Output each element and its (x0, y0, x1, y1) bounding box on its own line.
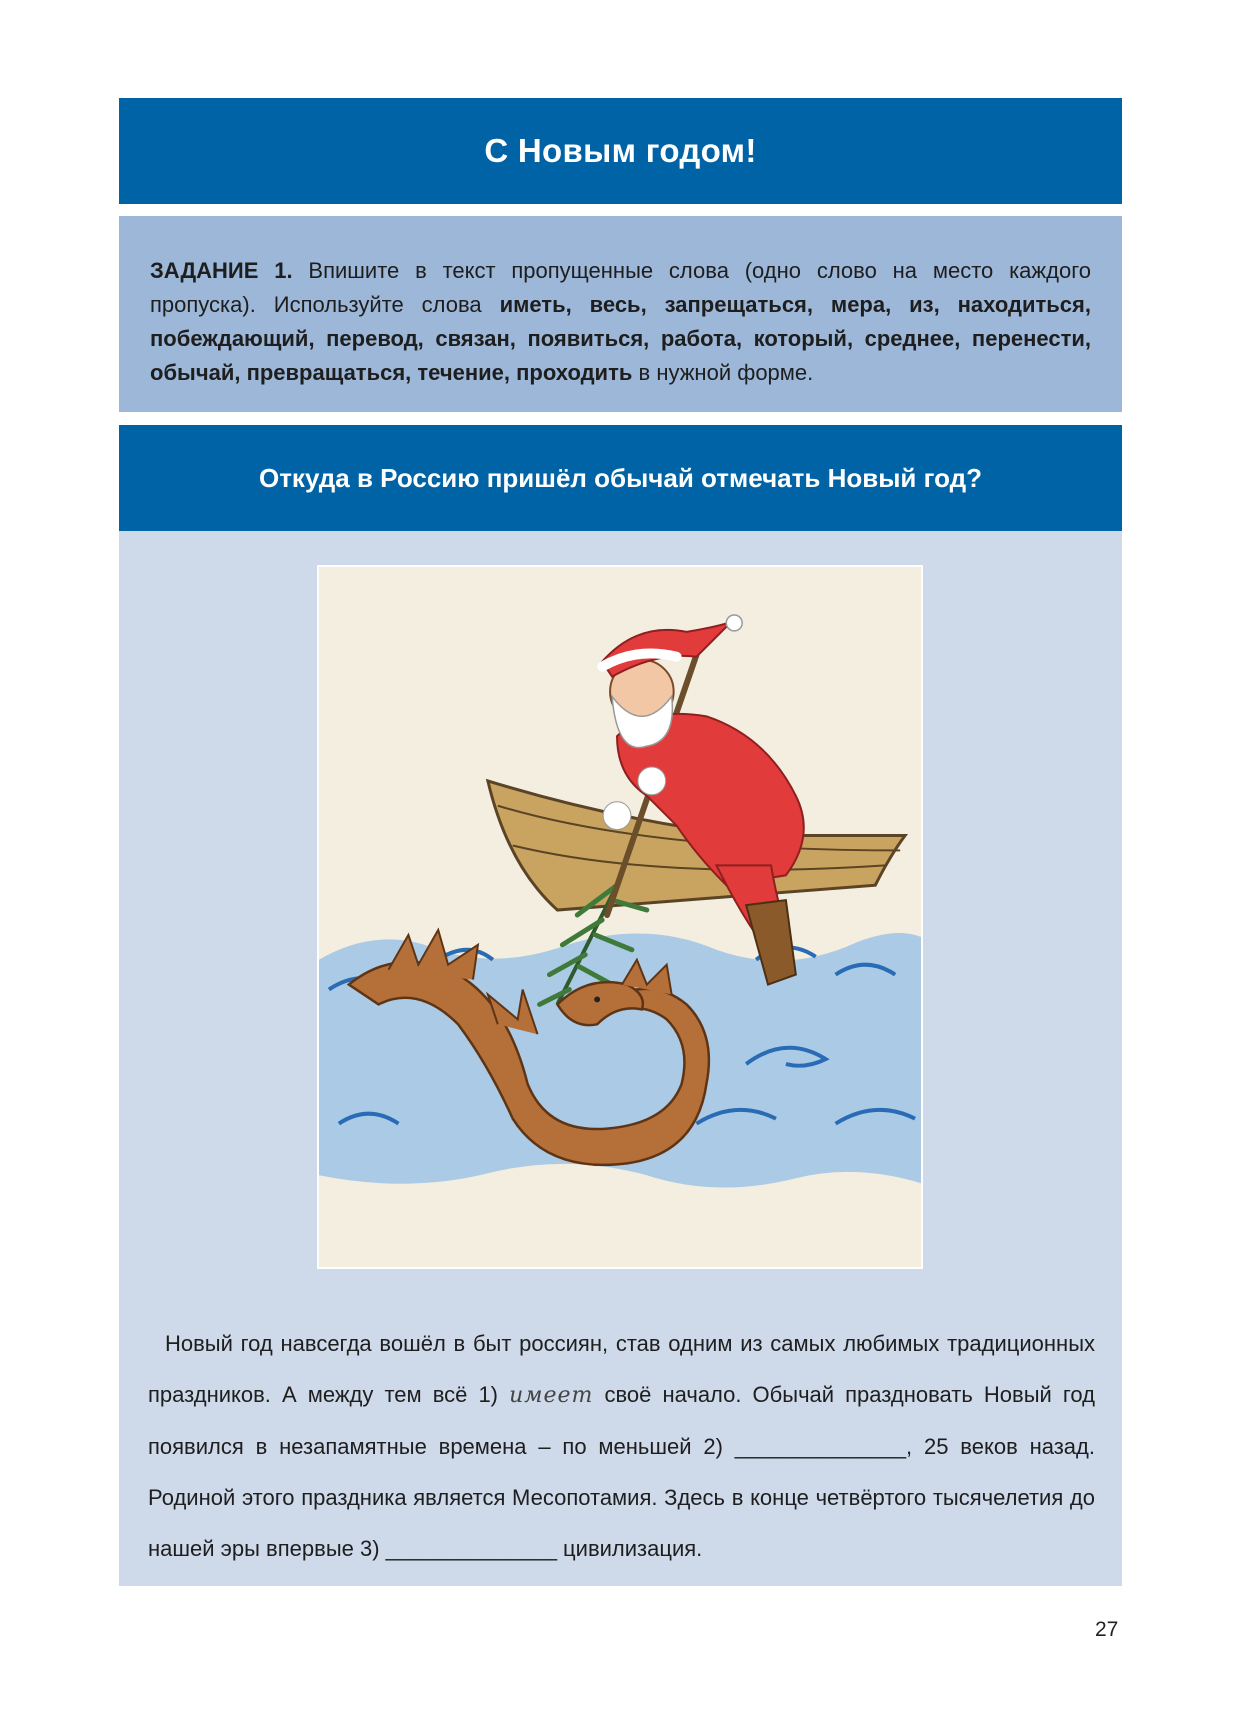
handwritten-answer-1: имеет (509, 1383, 594, 1408)
task-label: ЗАДАНИЕ 1. (150, 258, 293, 283)
reading-part-1: Новый год навсегда вошёл в быт россиян, став одним из самых любимых традиционных праздников. А между тем всё 1) (148, 1331, 1095, 1407)
reading-paragraph (148, 1318, 1095, 1574)
section-banner (119, 425, 1122, 531)
task-word-list: иметь, весь, запрещаться, мера, из, находиться, побеждающий, перевод, связан, появиться, работа, который, среднее, перенести, обычай, превращаться, течение, проходить (150, 292, 1091, 385)
page-title: С Новым годом! (484, 132, 757, 169)
illustration (317, 565, 923, 1269)
task-box (119, 216, 1122, 412)
page-number: 27 (1095, 1618, 1119, 1641)
title-banner (119, 98, 1122, 204)
section-title: Откуда в Россию пришёл обычай отмечать Новый год? (258, 462, 983, 493)
reading-text (148, 1318, 1095, 1574)
santa-boat-dragon-illustration (319, 567, 921, 1267)
reading-part-2: своё начало. Обычай праздновать Новый год появился в незапамятные времена – по меньшей 2) ______________, 25 веков назад. Родиной этого праздника является Месопотамия. Здесь в конце четвёртого тысячелетия до нашей эры впервые 3) ______________ цивилизация. (148, 1382, 1095, 1561)
task-instruction: Впишите в текст пропущенные слова (одно слово на место каждого пропуска). Используйте слова (150, 258, 1091, 317)
task-suffix: в нужной форме. (638, 360, 814, 385)
